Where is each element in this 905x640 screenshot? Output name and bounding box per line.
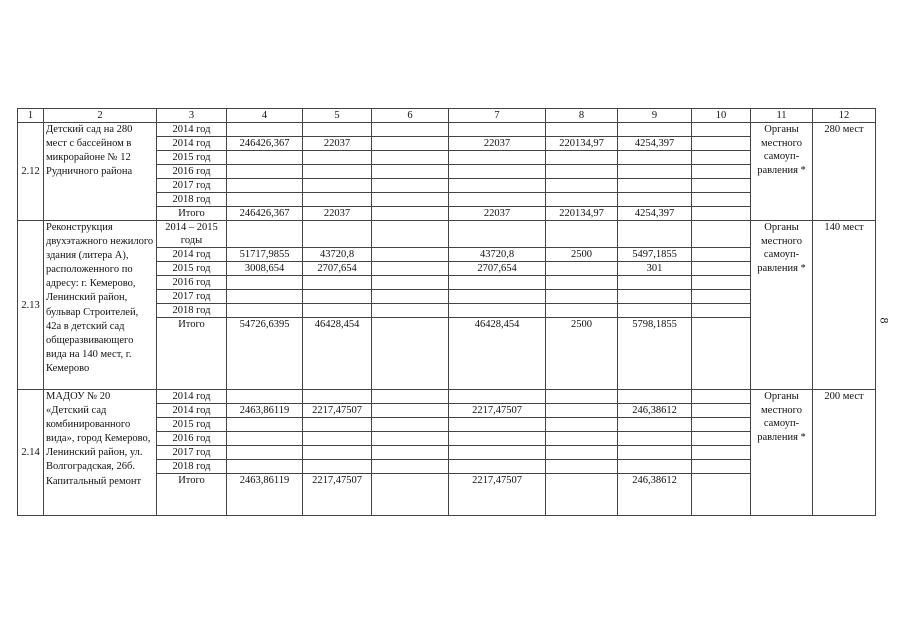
value-cell (692, 446, 751, 460)
period-cell: Итого (157, 318, 227, 390)
value-cell: 4254,397 (618, 207, 692, 221)
value-cell (449, 165, 546, 179)
value-cell: 246,38612 (618, 404, 692, 418)
value-cell (546, 418, 618, 432)
value-cell: 220134,97 (546, 137, 618, 151)
value-cell (449, 193, 546, 207)
header-cell: 12 (813, 109, 876, 123)
value-cell: 2500 (546, 248, 618, 262)
period-cell: 2017 год (157, 446, 227, 460)
header-cell: 6 (372, 109, 449, 123)
header-cell: 2 (44, 109, 157, 123)
value-cell: 2217,47507 (449, 404, 546, 418)
value-cell (227, 165, 303, 179)
value-cell (449, 390, 546, 404)
value-cell (618, 446, 692, 460)
table-row (18, 221, 876, 248)
value-cell (546, 432, 618, 446)
value-cell (692, 290, 751, 304)
value-cell: 246,38612 (618, 474, 692, 516)
responsible-org: Органы местного самоуп-равления * (751, 221, 813, 390)
header-cell: 1 (18, 109, 44, 123)
value-cell (692, 276, 751, 290)
value-cell (449, 418, 546, 432)
value-cell: 2217,47507 (449, 474, 546, 516)
value-cell (546, 165, 618, 179)
object-name: Детский сад на 280 мест с бассейном в микрорайоне № 12 Рудничного района (44, 123, 157, 221)
value-cell (303, 179, 372, 193)
period-cell: 2018 год (157, 460, 227, 474)
period-cell: 2014 год (157, 248, 227, 262)
value-cell (692, 123, 751, 137)
value-cell (618, 165, 692, 179)
responsible-org: Органы местного самоуп-равления * (751, 123, 813, 221)
value-cell (692, 179, 751, 193)
value-cell (227, 304, 303, 318)
period-cell: 2018 год (157, 304, 227, 318)
value-cell (618, 390, 692, 404)
header-cell: 9 (618, 109, 692, 123)
value-cell (227, 193, 303, 207)
table-row (18, 390, 876, 404)
period-cell: 2014 – 2015 годы (157, 221, 227, 248)
value-cell (303, 193, 372, 207)
value-cell: 246426,367 (227, 207, 303, 221)
capacity-cell: 140 мест (813, 221, 876, 390)
value-cell (546, 390, 618, 404)
period-cell: 2014 год (157, 390, 227, 404)
value-cell (303, 304, 372, 318)
value-cell (692, 151, 751, 165)
value-cell (618, 221, 692, 248)
value-cell: 43720,8 (303, 248, 372, 262)
value-cell (692, 404, 751, 418)
value-cell (227, 446, 303, 460)
value-cell (692, 248, 751, 262)
value-cell: 4254,397 (618, 137, 692, 151)
value-cell: 301 (618, 262, 692, 276)
period-cell: 2017 год (157, 179, 227, 193)
period-cell: 2015 год (157, 151, 227, 165)
value-cell (449, 304, 546, 318)
value-cell (372, 474, 449, 516)
value-cell (372, 123, 449, 137)
value-cell: 22037 (449, 207, 546, 221)
value-cell (692, 165, 751, 179)
value-cell (449, 290, 546, 304)
value-cell (303, 151, 372, 165)
value-cell (372, 179, 449, 193)
value-cell (303, 290, 372, 304)
value-cell (449, 221, 546, 248)
value-cell (227, 390, 303, 404)
value-cell (692, 418, 751, 432)
value-cell (618, 432, 692, 446)
value-cell (546, 474, 618, 516)
value-cell (692, 474, 751, 516)
value-cell: 2463,86119 (227, 404, 303, 418)
value-cell (618, 151, 692, 165)
value-cell: 246426,367 (227, 137, 303, 151)
period-cell: 2016 год (157, 276, 227, 290)
value-cell (692, 432, 751, 446)
value-cell (372, 304, 449, 318)
value-cell (372, 390, 449, 404)
value-cell (449, 446, 546, 460)
value-cell: 2500 (546, 318, 618, 390)
value-cell (303, 276, 372, 290)
value-cell (227, 221, 303, 248)
value-cell (546, 262, 618, 276)
value-cell (618, 290, 692, 304)
value-cell (227, 276, 303, 290)
header-cell: 5 (303, 109, 372, 123)
value-cell (546, 304, 618, 318)
value-cell (372, 262, 449, 276)
value-cell: 46428,454 (449, 318, 546, 390)
value-cell (303, 418, 372, 432)
value-cell (372, 221, 449, 248)
value-cell (372, 165, 449, 179)
value-cell (227, 432, 303, 446)
object-name: МАДОУ № 20 «Детский сад комбинированного вида», город Кемерово, Ленинский район, ул. Волгоградская, 26б. Капитальный ремонт (44, 390, 157, 516)
header-cell: 10 (692, 109, 751, 123)
period-cell: Итого (157, 207, 227, 221)
value-cell: 2707,654 (303, 262, 372, 276)
header-cell: 3 (157, 109, 227, 123)
value-cell (692, 460, 751, 474)
value-cell (372, 418, 449, 432)
value-cell (449, 432, 546, 446)
value-cell (618, 179, 692, 193)
value-cell (372, 137, 449, 151)
value-cell (372, 276, 449, 290)
value-cell: 220134,97 (546, 207, 618, 221)
header-cell: 8 (546, 109, 618, 123)
value-cell (227, 179, 303, 193)
period-cell: 2016 год (157, 165, 227, 179)
table-row (18, 123, 876, 137)
period-cell: 2015 год (157, 418, 227, 432)
value-cell (618, 418, 692, 432)
value-cell: 22037 (449, 137, 546, 151)
value-cell (546, 276, 618, 290)
value-cell (546, 404, 618, 418)
header-cell: 4 (227, 109, 303, 123)
value-cell (372, 248, 449, 262)
value-cell (303, 446, 372, 460)
header-cell: 11 (751, 109, 813, 123)
period-cell: 2017 год (157, 290, 227, 304)
value-cell: 2217,47507 (303, 404, 372, 418)
value-cell (227, 418, 303, 432)
value-cell (546, 193, 618, 207)
value-cell: 54726,6395 (227, 318, 303, 390)
value-cell (372, 193, 449, 207)
period-cell: 2014 год (157, 123, 227, 137)
value-cell (546, 446, 618, 460)
value-cell (372, 207, 449, 221)
item-number: 2.14 (18, 390, 44, 516)
object-name: Реконструкция двухэтажного нежилого здания (литера А), расположенного по адресу: г. Кемерово, Ленинский район, бульвар Строителей, 42а в детский сад общеразвивающего вида на 140 мест, г. Кемерово (44, 221, 157, 390)
period-cell: Итого (157, 474, 227, 516)
value-cell (372, 151, 449, 165)
value-cell (692, 262, 751, 276)
table-body (18, 109, 876, 516)
value-cell (449, 179, 546, 193)
period-cell: 2015 год (157, 262, 227, 276)
value-cell (618, 123, 692, 137)
value-cell (618, 460, 692, 474)
capacity-cell: 200 мест (813, 390, 876, 516)
value-cell: 5497,1855 (618, 248, 692, 262)
value-cell (692, 193, 751, 207)
value-cell (546, 290, 618, 304)
value-cell (227, 151, 303, 165)
value-cell (449, 460, 546, 474)
value-cell (546, 151, 618, 165)
page-number: 8 (877, 317, 892, 324)
value-cell: 22037 (303, 207, 372, 221)
value-cell (692, 304, 751, 318)
period-cell: 2014 год (157, 404, 227, 418)
value-cell (372, 318, 449, 390)
value-cell (227, 290, 303, 304)
value-cell (303, 460, 372, 474)
value-cell (227, 123, 303, 137)
value-cell: 2707,654 (449, 262, 546, 276)
value-cell (546, 221, 618, 248)
value-cell: 2463,86119 (227, 474, 303, 516)
value-cell (618, 193, 692, 207)
value-cell (546, 179, 618, 193)
item-number: 2.13 (18, 221, 44, 390)
value-cell (303, 390, 372, 404)
value-cell: 2217,47507 (303, 474, 372, 516)
responsible-org: Органы местного самоуп-равления * (751, 390, 813, 516)
value-cell (692, 318, 751, 390)
value-cell (692, 390, 751, 404)
value-cell: 46428,454 (303, 318, 372, 390)
value-cell: 43720,8 (449, 248, 546, 262)
value-cell (303, 123, 372, 137)
header-row (18, 109, 876, 123)
value-cell (692, 221, 751, 248)
value-cell (618, 276, 692, 290)
value-cell: 5798,1855 (618, 318, 692, 390)
value-cell (303, 165, 372, 179)
value-cell (449, 151, 546, 165)
value-cell: 3008,654 (227, 262, 303, 276)
period-cell: 2018 год (157, 193, 227, 207)
value-cell (546, 460, 618, 474)
program-table (17, 108, 876, 516)
item-number: 2.12 (18, 123, 44, 221)
value-cell: 22037 (303, 137, 372, 151)
value-cell (449, 276, 546, 290)
value-cell (372, 290, 449, 304)
period-cell: 2014 год (157, 137, 227, 151)
value-cell (303, 432, 372, 446)
value-cell (227, 460, 303, 474)
value-cell (692, 207, 751, 221)
value-cell (372, 460, 449, 474)
value-cell (618, 304, 692, 318)
value-cell (372, 404, 449, 418)
period-cell: 2016 год (157, 432, 227, 446)
value-cell (449, 123, 546, 137)
capacity-cell: 280 мест (813, 123, 876, 221)
value-cell (692, 137, 751, 151)
value-cell (303, 221, 372, 248)
value-cell (546, 123, 618, 137)
header-cell: 7 (449, 109, 546, 123)
value-cell (372, 432, 449, 446)
value-cell (372, 446, 449, 460)
value-cell: 51717,9855 (227, 248, 303, 262)
